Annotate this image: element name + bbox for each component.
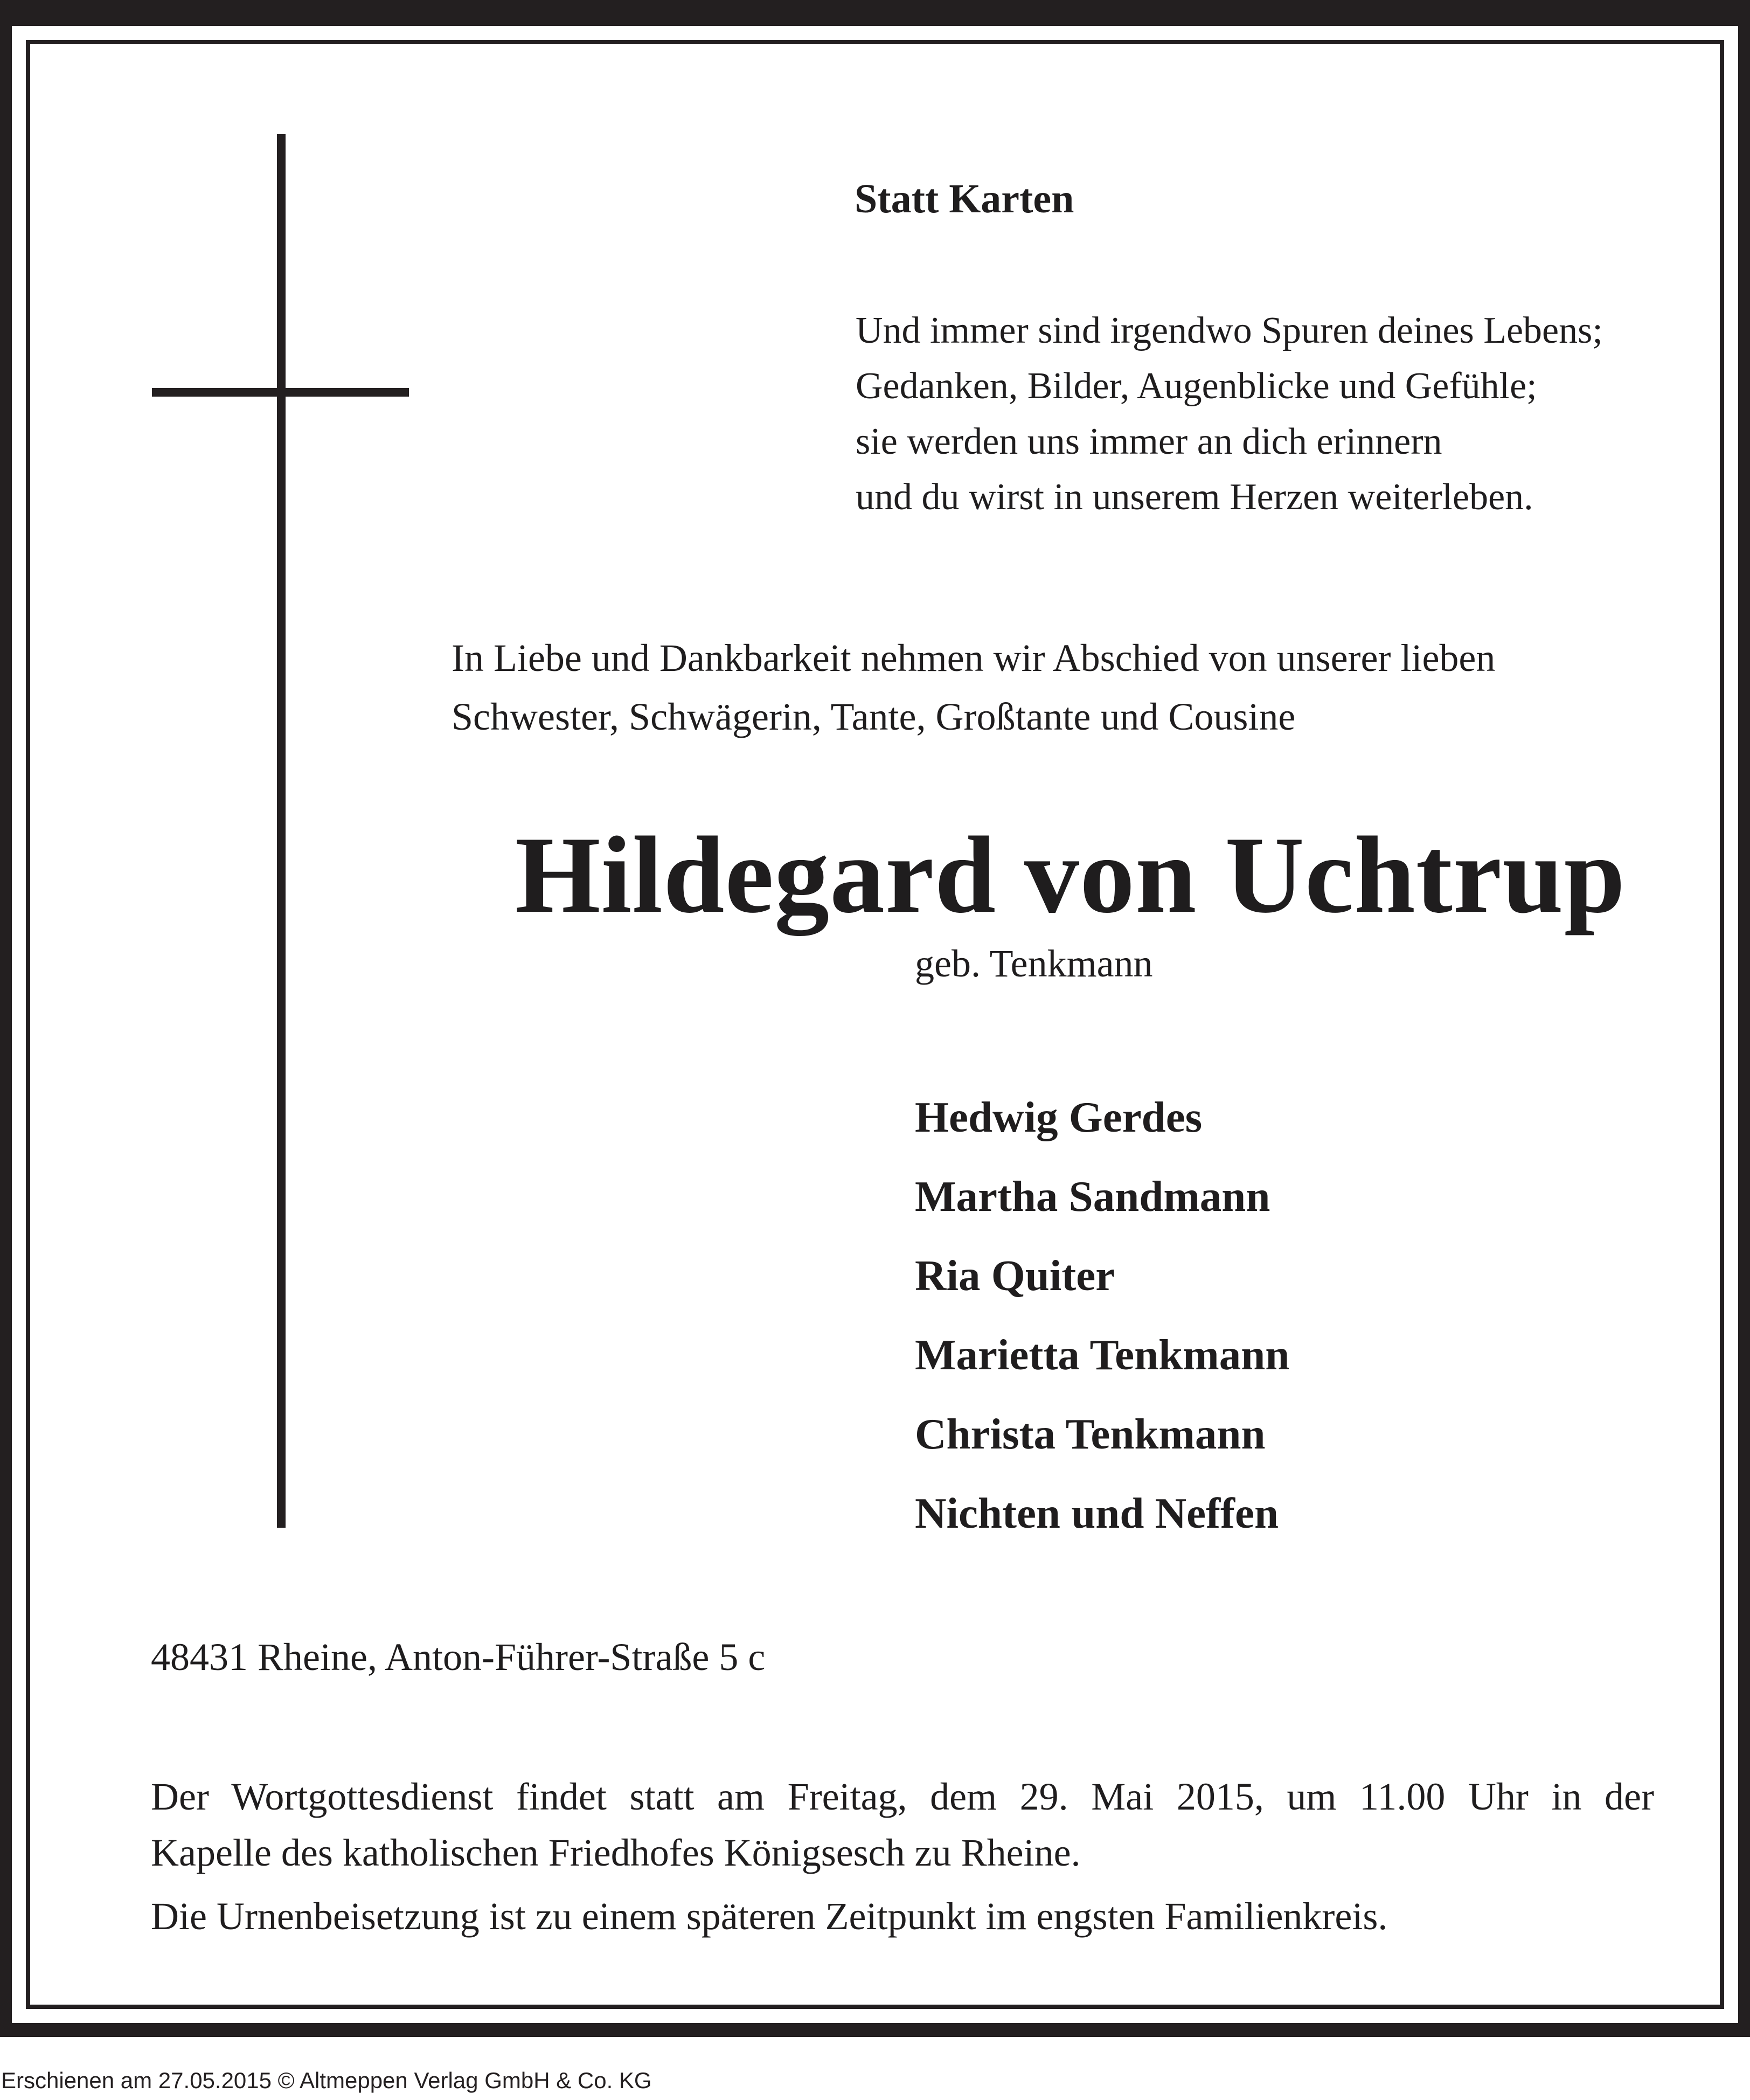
- intro-line: Schwester, Schwägerin, Tante, Großtante und Cousine: [452, 695, 1296, 738]
- mourner-name: Hedwig Gerdes: [915, 1093, 1203, 1141]
- address: 48431 Rheine, Anton-Führer-Straße 5 c: [151, 1635, 766, 1679]
- intro-line: In Liebe und Dankbarkeit nehmen wir Abschied von unserer lieben: [452, 636, 1496, 680]
- deceased-name: Hildegard von Uchtrup: [515, 814, 1626, 936]
- service-info: [151, 1769, 1654, 1881]
- mourner-name: Martha Sandmann: [915, 1172, 1270, 1221]
- service-line: Der Wortgottesdienst findet statt am Freitag, dem 29. Mai 2015, um 11.00 Uhr in der: [151, 1775, 1654, 1818]
- poem-line: Gedanken, Bilder, Augenblicke und Gefühle;: [856, 365, 1537, 407]
- notice-header: Statt Karten: [855, 176, 1074, 221]
- intro-text: [452, 629, 1495, 746]
- mourner-name: Marietta Tenkmann: [915, 1330, 1290, 1379]
- poem-line: Und immer sind irgendwo Spuren deines Lebens;: [856, 310, 1603, 351]
- obituary-notice: [30, 44, 1720, 2005]
- mourner-name: Ria Quiter: [915, 1251, 1115, 1300]
- mourner-name: Christa Tenkmann: [915, 1410, 1266, 1458]
- mourners-list: [915, 1094, 1289, 1569]
- birth-name: geb. Tenkmann: [915, 942, 1153, 985]
- poem: [856, 303, 1603, 525]
- cross-icon-horizontal-bar: [152, 388, 409, 397]
- mourner-name: Nichten und Neffen: [915, 1489, 1279, 1537]
- poem-line: und du wirst in unserem Herzen weiterleben.: [856, 476, 1533, 518]
- publication-footer: Erschienen am 27.05.2015 © Altmeppen Verlag GmbH & Co. KG: [1, 2068, 652, 2093]
- cross-icon-vertical-bar: [277, 134, 286, 1528]
- poem-line: sie werden uns immer an dich erinnern: [856, 421, 1442, 462]
- service-line: Kapelle des katholischen Friedhofes Königsesch zu Rheine.: [151, 1831, 1081, 1874]
- burial-info: Die Urnenbeisetzung ist zu einem späteren Zeitpunkt im engsten Familienkreis.: [151, 1895, 1388, 1938]
